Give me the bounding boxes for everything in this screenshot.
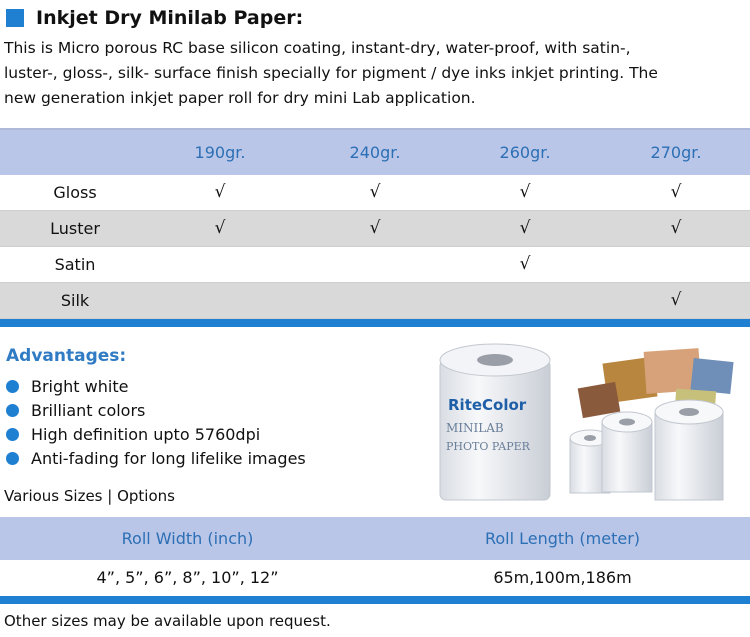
roll-label-line2: PHOTO PAPER: [446, 440, 530, 453]
table-row: [0, 283, 750, 319]
bullet-icon: [6, 380, 19, 393]
intro-paragraph: [4, 36, 744, 111]
small-roll-core: [584, 435, 596, 441]
check-mark-icon: √: [519, 254, 531, 274]
intro-line: This is Micro porous RC base silicon coating, instant-dry, water-proof, with satin-,: [4, 39, 631, 57]
photo-print: [578, 382, 621, 418]
check-mark-icon: √: [519, 218, 531, 238]
check-mark-icon: √: [369, 218, 381, 238]
check-mark-icon: √: [214, 218, 226, 238]
table-row: [0, 211, 750, 247]
check-mark-icon: √: [670, 218, 682, 238]
list-item-label: Anti-fading for long lifelike images: [31, 448, 306, 468]
intro-line: luster-, gloss-, silk- surface finish specially for pigment / dye inks inkjet printing. The: [4, 64, 658, 82]
roll-width-values: 4”, 5”, 6”, 8”, 10”, 12”: [96, 568, 279, 587]
column-header-270: 270gr.: [650, 143, 702, 162]
table-row: [0, 560, 750, 596]
check-mark-icon: √: [670, 182, 682, 202]
advantages-list: [6, 374, 306, 470]
column-header-260: 260gr.: [499, 143, 551, 162]
list-item: [6, 398, 306, 422]
large-roll-core: [477, 354, 513, 366]
medium-roll-core: [619, 419, 635, 426]
bullet-icon: [6, 452, 19, 465]
table-bottom-bar: [0, 596, 750, 604]
page-title-row: [6, 4, 303, 32]
footnote: Other sizes may be available upon request.: [4, 612, 331, 630]
roll-brand: RiteColor: [448, 396, 527, 414]
wide-roll-body: [655, 412, 723, 500]
paper-roll-illustration: [430, 330, 740, 505]
list-item: [6, 374, 306, 398]
roll-label-line1: MINILAB: [446, 421, 504, 435]
column-header-190: 190gr.: [194, 143, 246, 162]
row-label: Satin: [54, 255, 96, 274]
product-image: [430, 330, 740, 505]
photo-print: [690, 358, 733, 394]
wide-roll-core: [679, 408, 699, 416]
size-options-table: [0, 517, 750, 604]
column-header-240: 240gr.: [349, 143, 401, 162]
table-row: [0, 247, 750, 283]
page-title: Inkjet Dry Minilab Paper:: [36, 7, 304, 29]
table-row: [0, 175, 750, 211]
list-item: [6, 446, 306, 470]
table-header: [0, 517, 750, 560]
table-header: [0, 128, 750, 175]
weight-finish-table: [0, 128, 750, 327]
row-label: Luster: [50, 219, 100, 238]
title-square-icon: [6, 9, 24, 27]
roll-length-values: 65m,100m,186m: [493, 568, 632, 587]
column-header-roll-length: Roll Length (meter): [484, 529, 641, 548]
row-label: Silk: [60, 291, 90, 310]
column-header-roll-width: Roll Width (inch): [121, 529, 254, 548]
list-item-label: Brilliant colors: [31, 400, 146, 420]
check-mark-icon: √: [670, 290, 682, 310]
table-body: [0, 175, 750, 319]
intro-line: new generation inkjet paper roll for dry mini Lab application.: [4, 89, 476, 107]
check-mark-icon: √: [214, 182, 226, 202]
check-mark-icon: √: [369, 182, 381, 202]
row-label: Gloss: [53, 183, 97, 202]
table-bottom-bar: [0, 319, 750, 327]
list-item-label: High definition upto 5760dpi: [31, 424, 261, 444]
bullet-icon: [6, 404, 19, 417]
check-mark-icon: √: [519, 182, 531, 202]
list-item-label: Bright white: [31, 376, 129, 396]
advantages-title: Advantages:: [6, 346, 127, 366]
sizes-caption: Various Sizes | Options: [4, 487, 175, 505]
bullet-icon: [6, 428, 19, 441]
list-item: [6, 422, 306, 446]
